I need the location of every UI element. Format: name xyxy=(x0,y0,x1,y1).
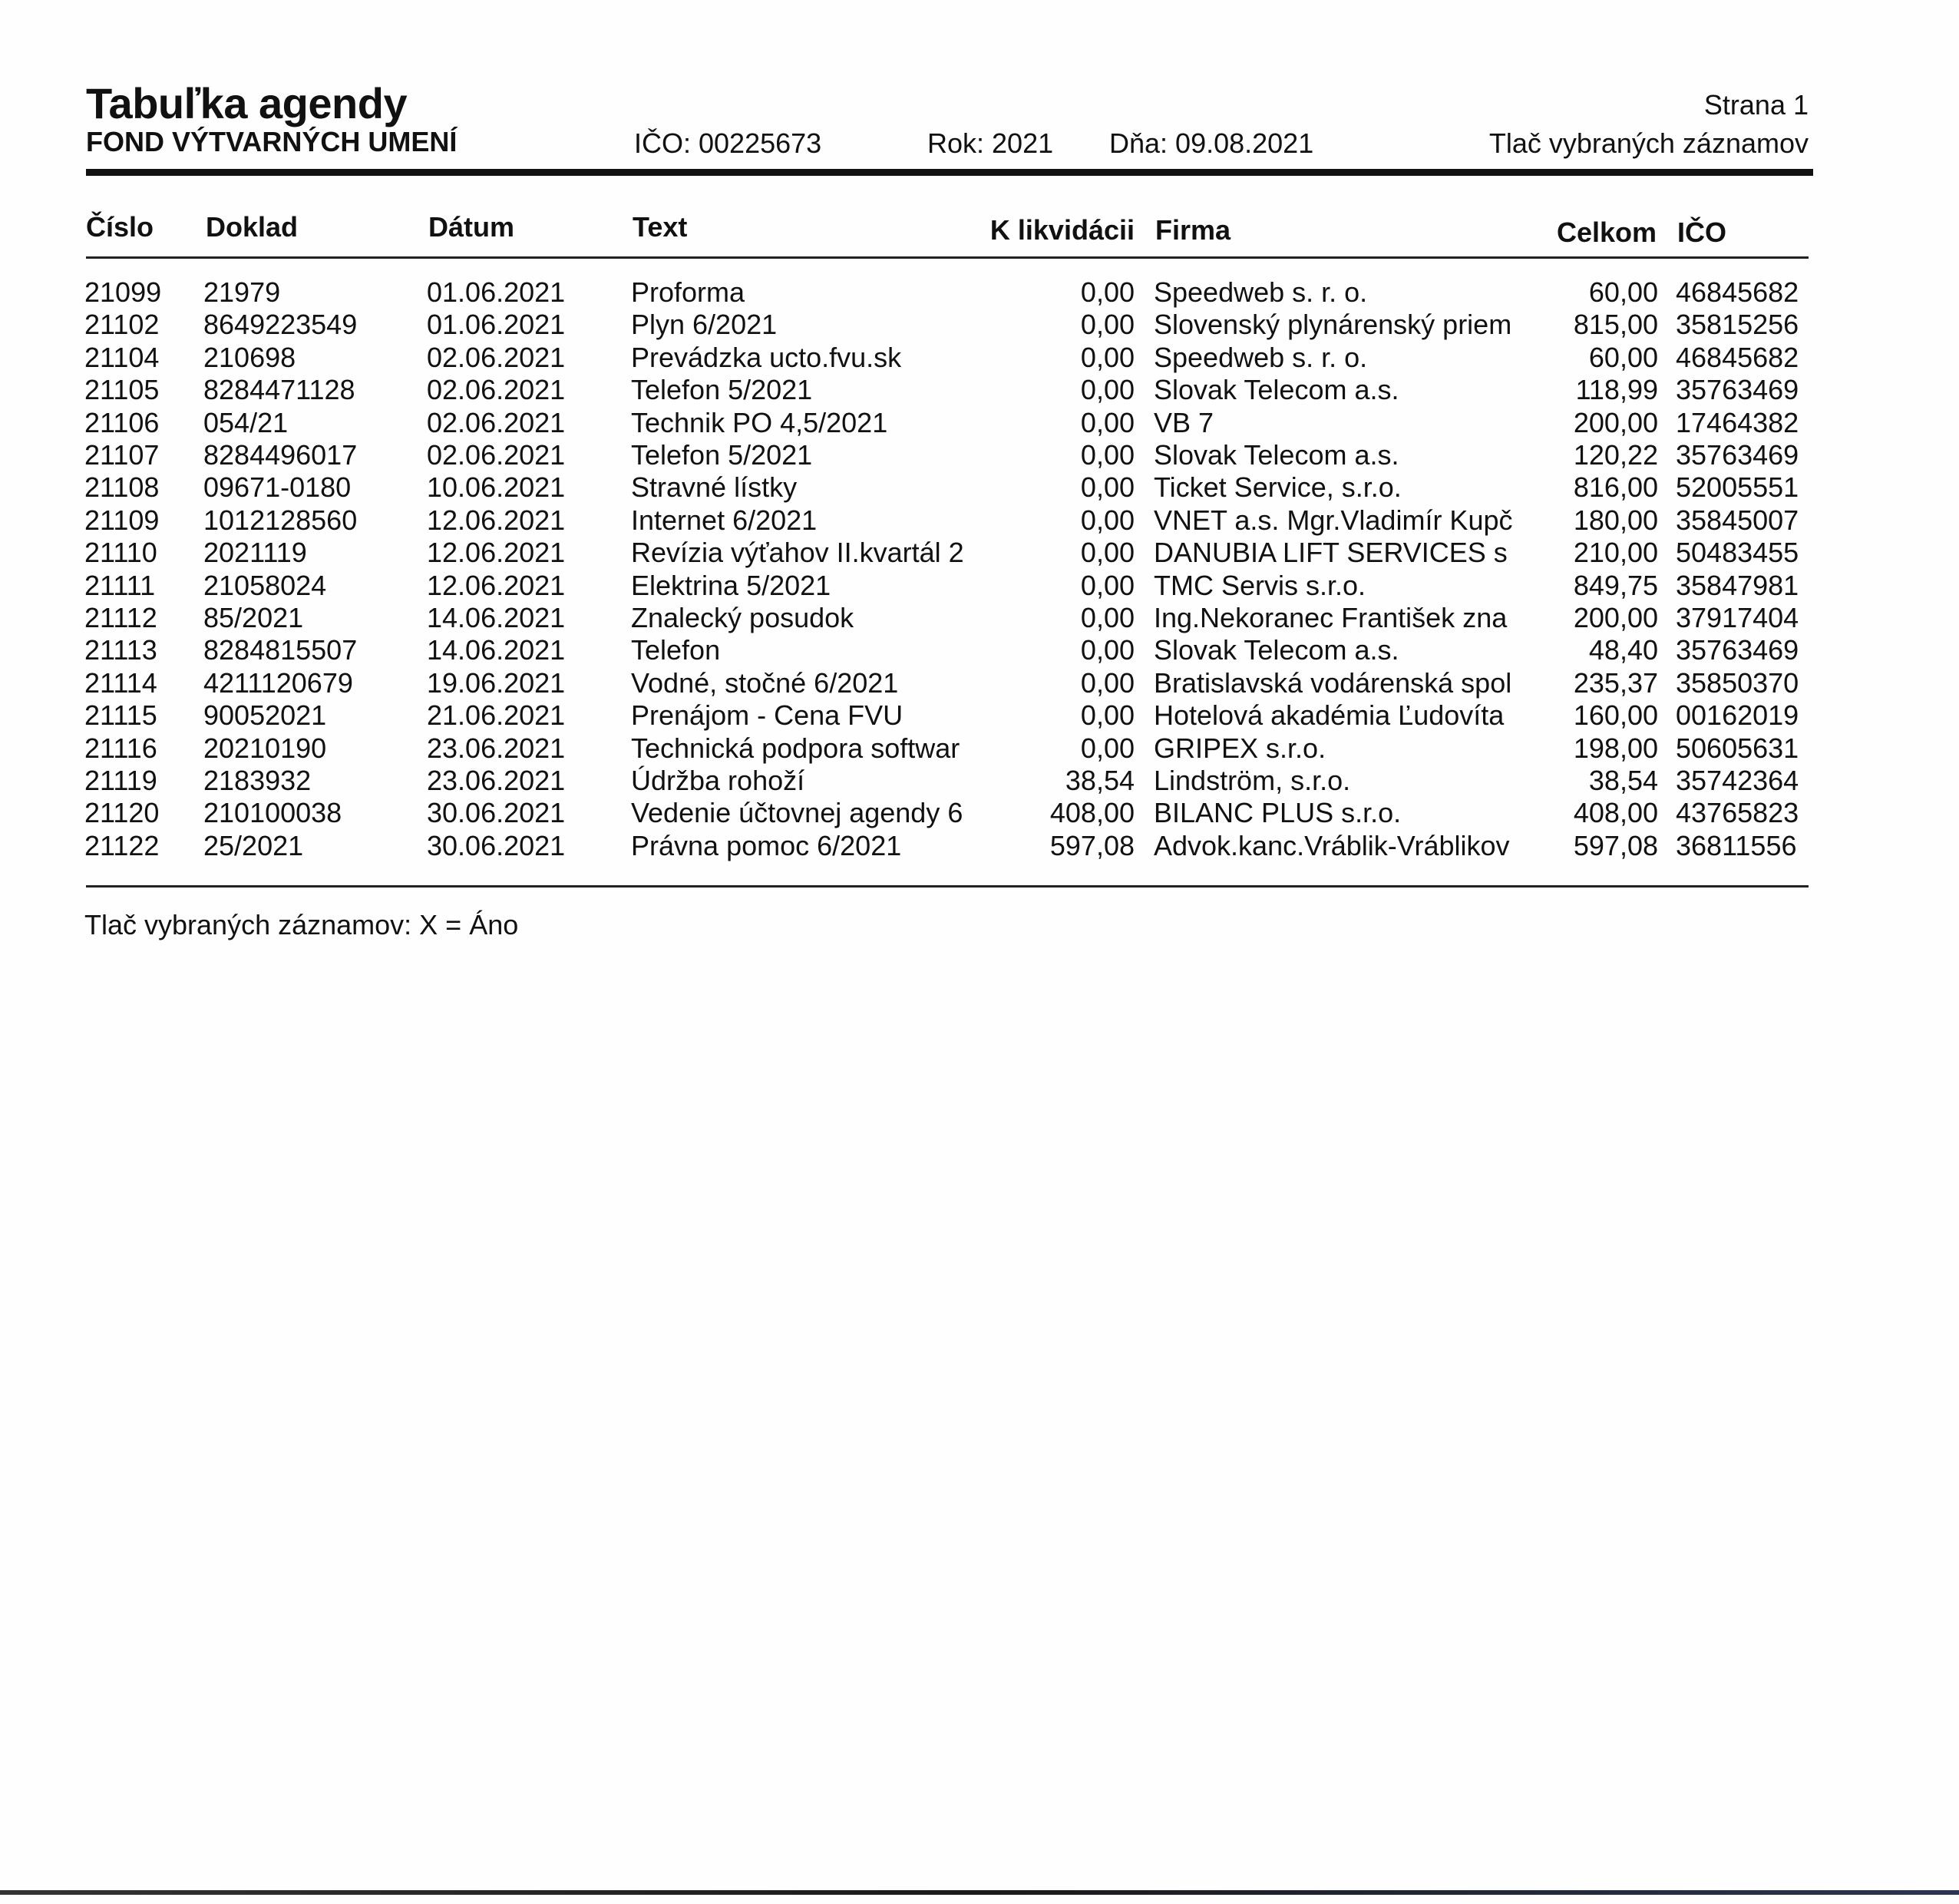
cell-cislo: 21120 xyxy=(84,797,160,829)
cell-celkom: 849,75 xyxy=(1573,569,1658,601)
cell-k-likvidacii: 0,00 xyxy=(1080,699,1135,732)
table-row xyxy=(0,765,1959,797)
cell-cislo: 21104 xyxy=(84,341,160,373)
cell-datum: 14.06.2021 xyxy=(427,634,566,666)
print-mode: Tlač vybraných záznamov xyxy=(1488,127,1809,159)
cell-firma: Slovak Telecom a.s. xyxy=(1154,374,1399,406)
cell-text: Revízia výťahov II.kvartál 2 xyxy=(631,537,964,569)
cell-doklad: 8284496017 xyxy=(203,439,358,471)
cell-cislo: 21115 xyxy=(84,699,157,732)
cell-k-likvidacii: 597,08 xyxy=(1049,829,1135,861)
cell-text: Telefon xyxy=(631,634,721,666)
cell-firma: Lindström, s.r.o. xyxy=(1154,765,1351,796)
cell-datum: 14.06.2021 xyxy=(427,602,566,633)
cell-firma: Hotelová akadémia Ľudovíta xyxy=(1154,699,1505,732)
report-title: Tabuľka agendy xyxy=(86,79,408,127)
cell-datum: 30.06.2021 xyxy=(427,829,566,861)
table-row xyxy=(0,570,1959,602)
cell-firma: DANUBIA LIFT SERVICES s xyxy=(1154,537,1508,569)
cell-cislo: 21107 xyxy=(84,439,160,471)
cell-firma: Speedweb s. r. o. xyxy=(1154,341,1368,373)
cell-datum: 10.06.2021 xyxy=(427,471,566,504)
cell-text: Vedenie účtovnej agendy 6 xyxy=(631,797,963,829)
cell-text: Prenájom - Cena FVU xyxy=(631,699,904,732)
cell-text: Telefon 5/2021 xyxy=(631,374,813,406)
cell-ico: 50605631 xyxy=(1676,732,1799,764)
cell-ico: 00162019 xyxy=(1676,699,1799,732)
cell-cislo: 21099 xyxy=(84,276,162,308)
cell-k-likvidacii: 0,00 xyxy=(1080,439,1135,471)
cell-datum: 02.06.2021 xyxy=(427,406,566,438)
table-row xyxy=(0,504,1959,537)
cell-datum: 12.06.2021 xyxy=(427,504,566,536)
cell-doklad: 09671-0180 xyxy=(203,471,352,504)
cell-doklad: 4211120679 xyxy=(203,666,353,699)
column-header-cislo: Číslo xyxy=(86,211,154,243)
cell-text: Plyn 6/2021 xyxy=(631,309,778,341)
cell-cislo: 21109 xyxy=(84,504,160,536)
cell-firma: Slovenský plynárenský priem xyxy=(1154,309,1512,341)
cell-k-likvidacii: 38,54 xyxy=(1065,765,1135,796)
report-year: Rok: 2021 xyxy=(927,127,1054,159)
cell-datum: 02.06.2021 xyxy=(427,341,566,373)
cell-firma: Slovak Telecom a.s. xyxy=(1154,634,1399,666)
cell-k-likvidacii: 0,00 xyxy=(1080,732,1135,764)
cell-text: Elektrina 5/2021 xyxy=(631,569,831,601)
cell-cislo: 21112 xyxy=(84,602,157,633)
column-header-ico: IČO xyxy=(1677,217,1727,248)
cell-k-likvidacii: 0,00 xyxy=(1080,471,1135,504)
column-header-celkom: Celkom xyxy=(1556,217,1657,248)
cell-doklad: 054/21 xyxy=(203,406,289,438)
table-row xyxy=(0,699,1959,732)
table-row xyxy=(0,276,1959,309)
cell-celkom: 120,22 xyxy=(1573,439,1658,471)
cell-k-likvidacii: 0,00 xyxy=(1080,374,1135,406)
cell-celkom: 38,54 xyxy=(1588,765,1658,796)
cell-text: Stravné lístky xyxy=(631,471,798,504)
cell-datum: 12.06.2021 xyxy=(427,537,566,569)
cell-text: Právna pomoc 6/2021 xyxy=(631,829,902,861)
cell-text: Znalecký posudok xyxy=(631,602,854,633)
column-header-text: Text xyxy=(633,211,688,243)
cell-k-likvidacii: 0,00 xyxy=(1080,634,1135,666)
cell-celkom: 180,00 xyxy=(1573,504,1658,536)
table-row xyxy=(0,634,1959,666)
cell-celkom: 198,00 xyxy=(1573,732,1658,764)
table-row xyxy=(0,374,1959,406)
cell-firma: Ing.Nekoranec František zna xyxy=(1154,602,1508,633)
cell-ico: 35845007 xyxy=(1676,504,1799,536)
cell-celkom: 816,00 xyxy=(1573,471,1658,504)
table-row xyxy=(0,830,1959,862)
table-row xyxy=(0,439,1959,471)
cell-cislo: 21106 xyxy=(84,406,160,438)
cell-doklad: 210100038 xyxy=(203,797,342,829)
cell-celkom: 408,00 xyxy=(1573,797,1658,829)
cell-firma: VNET a.s. Mgr.Vladimír Kupč xyxy=(1154,504,1513,536)
report-date: Dňa: 09.08.2021 xyxy=(1109,127,1314,159)
cell-datum: 01.06.2021 xyxy=(427,276,566,308)
cell-firma: Slovak Telecom a.s. xyxy=(1154,439,1399,471)
cell-text: Vodné, stočné 6/2021 xyxy=(631,666,899,699)
cell-ico: 50483455 xyxy=(1676,537,1799,569)
cell-celkom: 118,99 xyxy=(1575,374,1658,406)
cell-celkom: 815,00 xyxy=(1573,309,1658,341)
cell-firma: VB 7 xyxy=(1154,406,1214,438)
organization-ico: IČO: 00225673 xyxy=(634,127,822,159)
cell-doklad: 90052021 xyxy=(203,699,327,732)
cell-ico: 35815256 xyxy=(1676,309,1799,341)
header-divider xyxy=(86,169,1813,176)
cell-cislo: 21113 xyxy=(84,634,157,666)
cell-text: Technik PO 4,5/2021 xyxy=(631,406,888,438)
cell-text: Internet 6/2021 xyxy=(631,504,818,536)
cell-cislo: 21102 xyxy=(84,309,160,341)
cell-doklad: 1012128560 xyxy=(203,504,358,536)
table-row xyxy=(0,537,1959,569)
cell-datum: 02.06.2021 xyxy=(427,374,566,406)
cell-datum: 23.06.2021 xyxy=(427,765,566,796)
footer-note: Tlač vybraných záznamov: X = Áno xyxy=(84,909,519,940)
cell-cislo: 21105 xyxy=(84,374,160,406)
table-row xyxy=(0,602,1959,634)
cell-datum: 19.06.2021 xyxy=(427,666,566,699)
cell-celkom: 160,00 xyxy=(1573,699,1658,732)
cell-doklad: 85/2021 xyxy=(203,602,304,633)
scan-edge xyxy=(0,1890,1959,1895)
cell-firma: GRIPEX s.r.o. xyxy=(1154,732,1326,764)
cell-ico: 46845682 xyxy=(1676,276,1799,308)
cell-firma: Bratislavská vodárenská spol xyxy=(1154,666,1512,699)
cell-celkom: 48,40 xyxy=(1588,634,1658,666)
column-header-firma: Firma xyxy=(1155,214,1231,246)
cell-ico: 35763469 xyxy=(1676,634,1799,666)
cell-ico: 35763469 xyxy=(1676,439,1799,471)
cell-ico: 52005551 xyxy=(1676,471,1799,504)
cell-k-likvidacii: 0,00 xyxy=(1080,602,1135,633)
cell-ico: 35763469 xyxy=(1676,374,1799,406)
cell-firma: Speedweb s. r. o. xyxy=(1154,276,1368,308)
cell-datum: 12.06.2021 xyxy=(427,569,566,601)
cell-cislo: 21119 xyxy=(84,765,157,796)
cell-doklad: 2183932 xyxy=(203,765,312,796)
cell-text: Telefon 5/2021 xyxy=(631,439,813,471)
cell-doklad: 2021119 xyxy=(203,537,307,569)
page-number: Strana 1 xyxy=(1703,89,1809,121)
cell-ico: 35847981 xyxy=(1676,569,1799,601)
cell-celkom: 210,00 xyxy=(1573,537,1658,569)
table-row xyxy=(0,309,1959,341)
table-row xyxy=(0,667,1959,699)
cell-datum: 30.06.2021 xyxy=(427,797,566,829)
column-header-doklad: Doklad xyxy=(206,211,299,243)
cell-cislo: 21108 xyxy=(84,471,160,504)
cell-doklad: 20210190 xyxy=(203,732,327,764)
cell-text: Údržba rohoží xyxy=(631,765,805,796)
table-row xyxy=(0,407,1959,439)
column-header-datum: Dátum xyxy=(428,211,515,243)
table-row xyxy=(0,342,1959,374)
cell-doklad: 210698 xyxy=(203,341,296,373)
cell-ico: 46845682 xyxy=(1676,341,1799,373)
cell-celkom: 200,00 xyxy=(1573,406,1658,438)
column-header-divider xyxy=(86,256,1809,259)
cell-ico: 43765823 xyxy=(1676,797,1799,829)
cell-ico: 35850370 xyxy=(1676,666,1799,699)
cell-k-likvidacii: 408,00 xyxy=(1049,797,1135,829)
cell-doklad: 8284471128 xyxy=(203,374,355,406)
cell-doklad: 8284815507 xyxy=(203,634,358,666)
cell-k-likvidacii: 0,00 xyxy=(1080,666,1135,699)
organization-name: FOND VÝTVARNÝCH UMENÍ xyxy=(86,126,458,157)
cell-cislo: 21114 xyxy=(84,666,157,699)
cell-ico: 36811556 xyxy=(1676,829,1797,861)
cell-ico: 37917404 xyxy=(1676,602,1799,633)
cell-celkom: 200,00 xyxy=(1573,602,1658,633)
cell-k-likvidacii: 0,00 xyxy=(1080,309,1135,341)
cell-k-likvidacii: 0,00 xyxy=(1080,569,1135,601)
cell-datum: 23.06.2021 xyxy=(427,732,566,764)
cell-firma: TMC Servis s.r.o. xyxy=(1154,569,1366,601)
cell-cislo: 21116 xyxy=(84,732,157,764)
table-row xyxy=(0,732,1959,765)
cell-firma: Ticket Service, s.r.o. xyxy=(1154,471,1402,504)
cell-doklad: 25/2021 xyxy=(203,829,304,861)
cell-k-likvidacii: 0,00 xyxy=(1080,537,1135,569)
cell-cislo: 21122 xyxy=(84,829,160,861)
cell-celkom: 60,00 xyxy=(1588,276,1658,308)
cell-celkom: 60,00 xyxy=(1588,341,1658,373)
cell-doklad: 8649223549 xyxy=(203,309,358,341)
cell-datum: 02.06.2021 xyxy=(427,439,566,471)
cell-datum: 21.06.2021 xyxy=(427,699,566,732)
cell-k-likvidacii: 0,00 xyxy=(1080,504,1135,536)
cell-celkom: 235,37 xyxy=(1573,666,1658,699)
table-row xyxy=(0,797,1959,829)
column-header-k-likvidacii: K likvidácii xyxy=(989,214,1135,246)
cell-doklad: 21058024 xyxy=(203,569,327,601)
cell-datum: 01.06.2021 xyxy=(427,309,566,341)
cell-firma: Advok.kanc.Vráblik-Vráblikov xyxy=(1154,829,1510,861)
cell-text: Technická podpora softwar xyxy=(631,732,960,764)
cell-doklad: 21979 xyxy=(203,276,281,308)
cell-k-likvidacii: 0,00 xyxy=(1080,276,1135,308)
cell-k-likvidacii: 0,00 xyxy=(1080,341,1135,373)
cell-k-likvidacii: 0,00 xyxy=(1080,406,1135,438)
cell-ico: 17464382 xyxy=(1676,406,1799,438)
table-end-divider xyxy=(86,885,1809,888)
cell-cislo: 21111 xyxy=(84,569,156,601)
cell-text: Prevádzka ucto.fvu.sk xyxy=(631,341,902,373)
cell-celkom: 597,08 xyxy=(1573,829,1658,861)
cell-text: Proforma xyxy=(631,276,745,308)
table-row xyxy=(0,471,1959,504)
cell-firma: BILANC PLUS s.r.o. xyxy=(1154,797,1402,829)
cell-ico: 35742364 xyxy=(1676,765,1799,796)
cell-cislo: 21110 xyxy=(84,537,157,569)
